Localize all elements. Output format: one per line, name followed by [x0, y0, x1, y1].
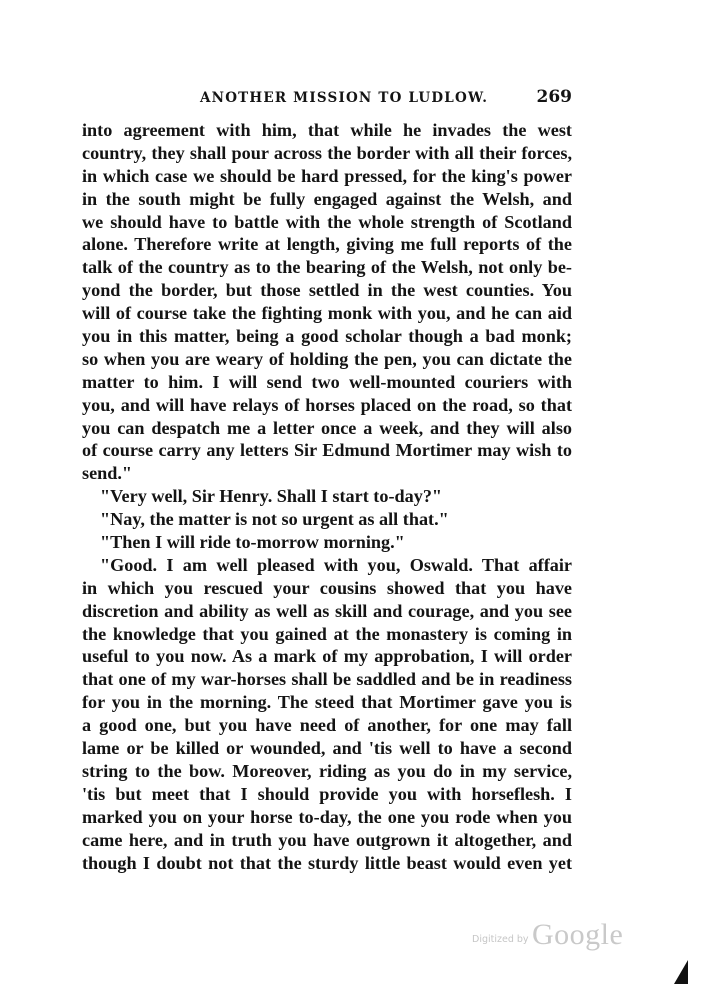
google-watermark: [472, 918, 622, 958]
text-line: country, they shall pour across the border with all their forces,: [82, 142, 572, 163]
text-line: in the south might be fully engaged against the Welsh, and: [82, 188, 572, 209]
text-line: matter to him. I will send two well-mounted couriers with: [82, 371, 572, 392]
text-line: string to the bow. Moreover, riding as you do in my service,: [82, 760, 572, 781]
text-line: yond the border, but those settled in the west counties. You: [82, 280, 572, 301]
text-line: for you in the morning. The steed that Mortimer gave you is: [82, 692, 572, 713]
text-line: you in this matter, being a good scholar though a bad monk;: [82, 326, 572, 347]
text-line: came here, and in truth you have outgrown it altogether, and: [82, 829, 572, 850]
text-line: in which you rescued your cousins showed that you have: [82, 577, 572, 598]
text-line: lame or be killed or wounded, and 'tis well to have a second: [82, 738, 572, 759]
body-text: [82, 119, 572, 874]
text-line: you, and will have relays of horses placed on the road, so that: [82, 394, 572, 415]
text-line: a good one, but you have need of another, for one may fall: [82, 715, 572, 736]
text-line: "Then I will ride to-morrow morning.": [100, 532, 405, 553]
text-line: will of course take the fighting monk with you, and he can aid: [82, 303, 572, 324]
text-line: 'tis but meet that I should provide you with horseflesh. I: [82, 783, 572, 804]
text-line: the knowledge that you gained at the monastery is coming in: [82, 623, 572, 644]
running-header: [82, 88, 572, 110]
text-line: talk of the country as to the bearing of the Welsh, not only be-: [82, 257, 572, 278]
watermark-prefix: Digitized by: [472, 934, 529, 945]
text-line: in which case we should be hard pressed, for the king's power: [82, 165, 572, 186]
text-line: into agreement with him, that while he invades the west: [82, 120, 572, 140]
text-line: send.": [82, 463, 133, 484]
running-title: ANOTHER MISSION TO LUDLOW.: [200, 90, 489, 106]
text-line: we should have to battle with the whole strength of Scotland: [82, 211, 572, 232]
text-line: though I doubt not that the sturdy little beast would even yet: [82, 852, 572, 873]
text-line: "Good. I am well pleased with you, Oswald. That affair: [100, 554, 572, 575]
google-logo: Google: [532, 918, 624, 951]
text-line: marked you on your horse to-day, the one you rode when you: [82, 806, 572, 827]
text-line: discretion and ability as well as skill and courage, and you see: [82, 600, 572, 621]
text-line: useful to you now. As a mark of my approbation, I will order: [82, 646, 572, 667]
page-corner-fold-icon: [674, 960, 688, 984]
text-line: you can despatch me a letter once a week, and they will also: [82, 417, 572, 438]
text-line: so when you are weary of holding the pen, you can dictate the: [82, 348, 572, 369]
page-number: 269: [536, 87, 572, 107]
text-line: "Very well, Sir Henry. Shall I start to-day?": [100, 486, 443, 507]
text-line: alone. Therefore write at length, giving me full reports of the: [82, 234, 572, 255]
text-line: that one of my war-horses shall be saddled and be in readiness: [82, 669, 572, 690]
text-line: of course carry any letters Sir Edmund Mortimer may wish to: [82, 440, 572, 461]
text-line: "Nay, the matter is not so urgent as all that.": [100, 509, 449, 530]
